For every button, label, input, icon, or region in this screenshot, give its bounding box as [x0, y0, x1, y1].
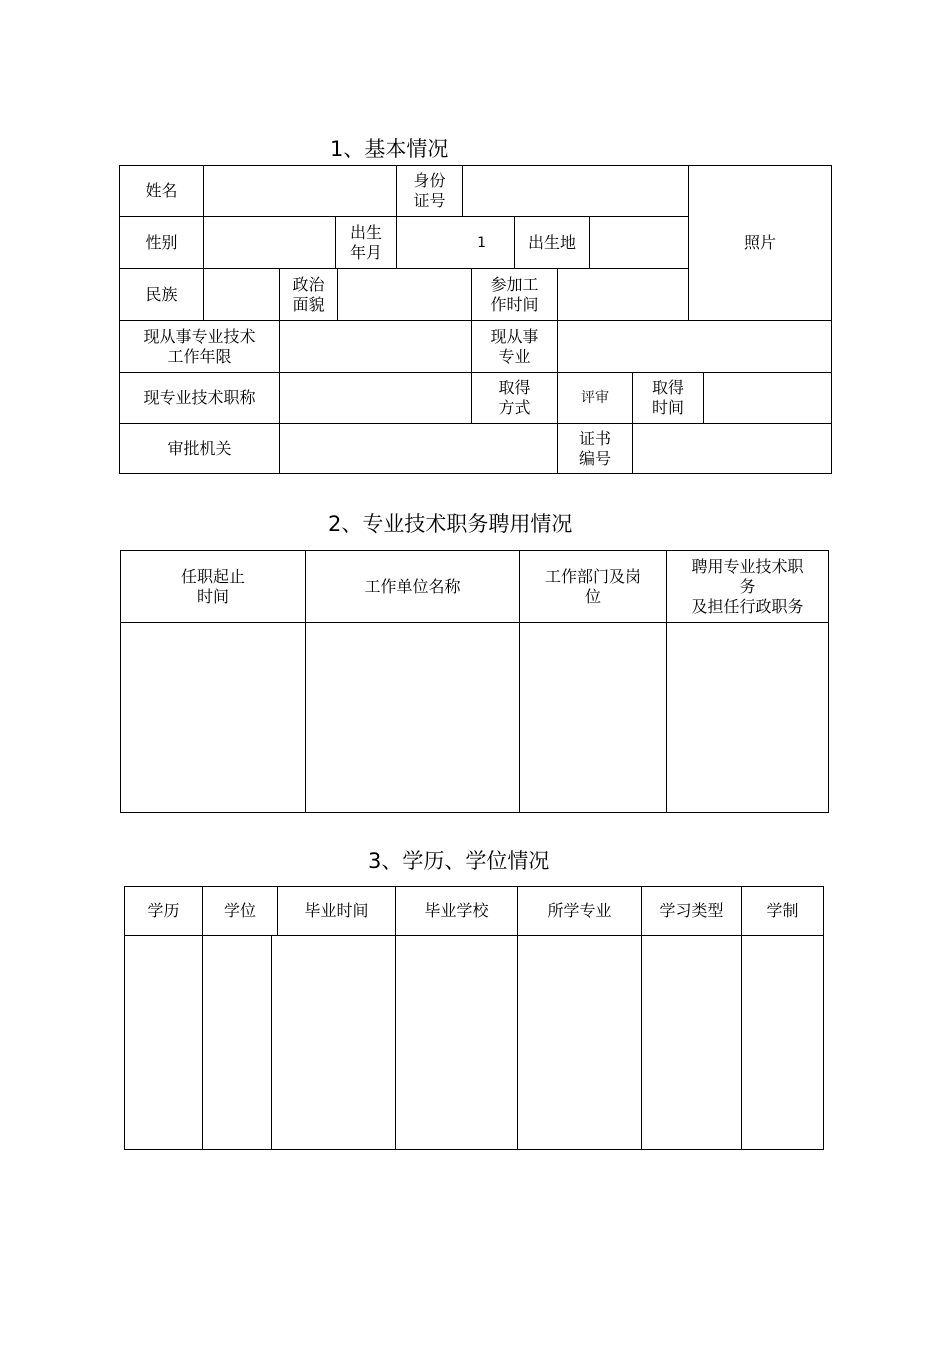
table-3-rule	[124, 1149, 824, 1150]
name-field[interactable]	[204, 166, 396, 216]
current-title-label: 现专业技术职称	[143, 388, 256, 407]
work-start-label: 参加工 作时间	[490, 274, 539, 314]
ethnicity-label: 民族	[145, 284, 178, 304]
education-cell[interactable]	[272, 936, 395, 1149]
obtain-time-field[interactable]	[704, 373, 831, 423]
education-cell[interactable]	[742, 936, 823, 1149]
birth-date-label: 出生 年月	[349, 222, 382, 262]
certificate-no-label: 证书 编号	[578, 428, 611, 468]
ethnicity-field[interactable]	[204, 269, 279, 320]
employment-cell[interactable]	[520, 623, 666, 812]
education-cell[interactable]	[125, 936, 202, 1149]
education-cell[interactable]	[642, 936, 741, 1149]
current-major-field[interactable]	[558, 321, 831, 372]
id-number-field[interactable]	[463, 166, 688, 216]
current-title-field[interactable]	[280, 373, 471, 423]
birthplace-label: 出生地	[527, 232, 576, 252]
table-2-rule	[120, 812, 829, 813]
approval-org-field[interactable]	[280, 424, 557, 473]
certificate-no-field[interactable]	[633, 424, 831, 473]
work-start-field[interactable]	[558, 269, 688, 320]
column-header: 学历	[147, 901, 180, 920]
table-2-rule	[828, 550, 829, 813]
gender-field[interactable]	[204, 217, 335, 268]
id-number-label: 身份 证号	[413, 171, 446, 210]
obtain-time-label: 取得 时间	[651, 378, 684, 417]
section-2-heading: 2、专业技术职务聘用情况	[328, 512, 573, 536]
section-3-heading: 3、学历、学位情况	[368, 849, 550, 873]
column-header: 毕业时间	[304, 901, 369, 920]
column-header: 学位	[223, 901, 256, 920]
column-header: 任职起止 时间	[180, 566, 245, 606]
political-status-field[interactable]	[338, 269, 471, 320]
gender-label: 性别	[145, 232, 178, 252]
column-header: 毕业学校	[424, 901, 489, 920]
birthplace-field[interactable]	[590, 217, 688, 268]
name-label: 姓名	[145, 181, 178, 200]
tech-years-label: 现从事专业技术 工作年限	[143, 326, 256, 366]
section-1-heading: 1、基本情况	[330, 137, 449, 161]
education-cell[interactable]	[518, 936, 641, 1149]
table-1-rule	[119, 473, 832, 474]
column-header: 工作部门及岗 位	[544, 566, 641, 606]
employment-cell[interactable]	[667, 623, 828, 812]
column-header: 工作单位名称	[364, 576, 461, 596]
birth-date-value[interactable]: 1	[477, 234, 486, 251]
photo-label: 照片	[743, 233, 776, 252]
current-major-label: 现从事 专业	[490, 326, 539, 366]
employment-cell[interactable]	[306, 623, 519, 812]
table-3-rule	[823, 886, 824, 1150]
tech-years-field[interactable]	[280, 321, 471, 372]
education-cell[interactable]	[203, 936, 271, 1149]
approval-org-label: 审批机关	[167, 438, 232, 458]
obtain-method-label: 取得 方式	[498, 378, 531, 417]
column-header: 聘用专业技术职 务 及担任行政职务	[691, 556, 804, 616]
column-header: 学习类型	[659, 901, 724, 920]
column-header: 学制	[766, 901, 799, 920]
political-status-label: 政治 面貌	[292, 274, 325, 314]
column-header: 所学专业	[547, 901, 612, 920]
education-cell[interactable]	[396, 936, 517, 1149]
table-1-rule	[831, 165, 832, 474]
obtain-method-value[interactable]: 评审	[581, 390, 609, 406]
employment-cell[interactable]	[121, 623, 305, 812]
